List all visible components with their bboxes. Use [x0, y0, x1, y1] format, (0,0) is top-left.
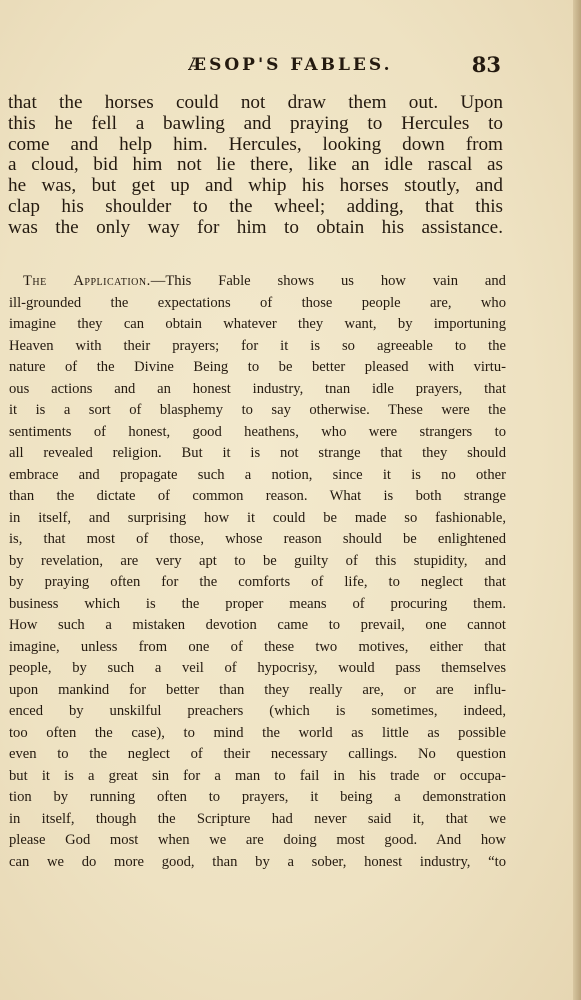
page-header — [0, 52, 581, 82]
fable-line: a cloud, bid him not lie there, like an idle rascal as — [8, 154, 503, 176]
application-line: business which is the proper means of procuring them. — [9, 595, 506, 612]
application-line: nature of the Divine Being to be better pleased with virtu- — [9, 359, 506, 375]
application-line: people, by such a veil of hypocrisy, would pass themselves — [9, 660, 506, 676]
application-line: by revelation, are very apt to be guilty of this stupidity, and — [9, 552, 506, 569]
application-line: How such a mistaken devotion came to prevail, one cannot — [9, 617, 506, 633]
fable-line: clap his shoulder to the wheel; adding, that this — [8, 195, 503, 217]
running-title: ÆSOP'S FABLES. — [188, 55, 393, 75]
application-line: Heaven with their prayers; for it is so agreeable to the — [9, 337, 506, 354]
application-first-line — [9, 271, 506, 293]
application-line: it is a sort of blasphemy to say otherwise. These were the — [9, 402, 506, 418]
application-line: imagine, unless from one of these two motives, either that — [9, 638, 506, 655]
application-first-line-text: —This Fable shows us how vain and — [150, 273, 506, 289]
application-line: embrace and propagate such a notion, since it is no other — [9, 466, 506, 483]
page-edge — [573, 0, 581, 1000]
application-line: in itself, and surprising how it could be made so fashionable, — [9, 509, 506, 526]
application-line: sentiments of honest, good heathens, who were strangers to — [9, 423, 506, 440]
application-line: enced by unskilful preachers (which is sometimes, indeed, — [9, 703, 506, 719]
application-line: imagine they can obtain whatever they want, by importuning — [9, 316, 506, 332]
application-line: can we do more good, than by a sober, honest industry, “to — [9, 853, 506, 870]
fable-line: he was, but get up and whip his horses stoutly, and — [8, 175, 503, 197]
application-line: please God most when we are doing most good. And how — [9, 832, 506, 848]
application-line: is, that most of those, whose reason should be enlightened — [9, 531, 506, 547]
fable-line: that the horses could not draw them out. Upon — [8, 92, 503, 113]
application-line: ill-grounded the expectations of those people are, who — [9, 294, 506, 311]
application-line: by praying often for the comforts of life, to neglect that — [9, 574, 506, 590]
application-line: even to the neglect of their necessary callings. No question — [9, 746, 506, 762]
fable-line: this he fell a bawling and praying to Hercules to — [8, 112, 503, 134]
application-label: The Application. — [23, 273, 151, 289]
application-line: tion by running often to prayers, it being a demonstration — [9, 789, 506, 805]
application-paragraph — [9, 271, 506, 873]
application-line: than the dictate of common reason. What is both strange — [9, 488, 506, 504]
fable-paragraph — [8, 93, 503, 239]
application-line: upon mankind for better than they really are, or are influ- — [9, 681, 506, 698]
fable-line: come and help him. Hercules, looking down from — [8, 133, 503, 155]
application-line: too often the case), to mind the world as little as possible — [9, 724, 506, 741]
application-line: ous actions and an honest industry, tnan idle prayers, that — [9, 380, 506, 397]
application-line: but it is a great sin for a man to fail in his trade or occupa- — [9, 767, 506, 784]
page-number: 83 — [471, 52, 501, 77]
application-line: in itself, though the Scripture had never said it, that we — [9, 810, 506, 827]
fable-line: was the only way for him to obtain his assistance. — [8, 216, 503, 238]
application-line: all revealed religion. But it is not strange that they should — [9, 445, 506, 461]
